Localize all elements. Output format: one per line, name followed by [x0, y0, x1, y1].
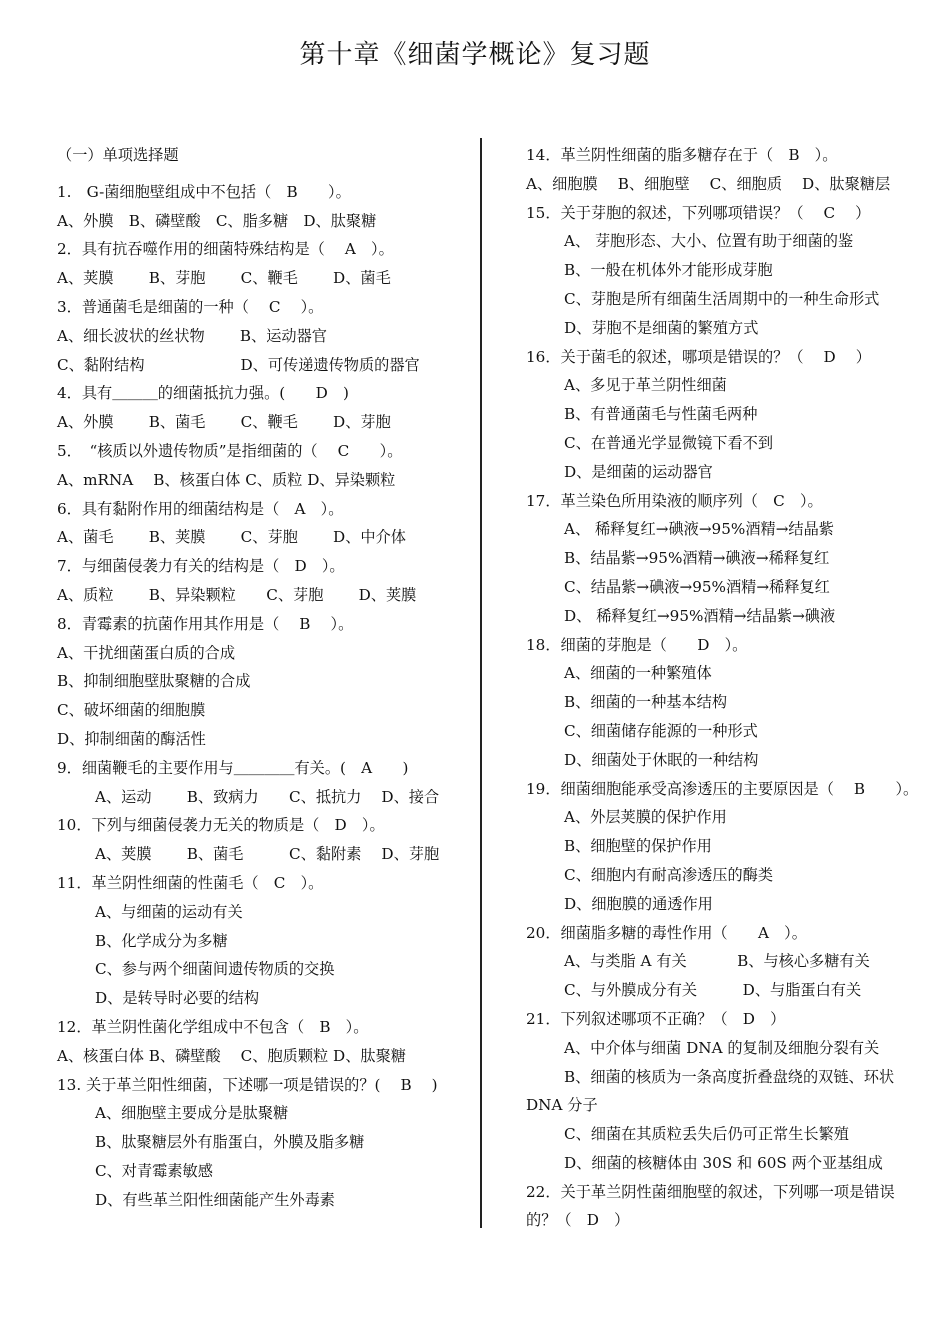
- text-line: B、化学成分为多糖: [95, 931, 228, 950]
- text-line: A、质粒 B、异染颗粒 C、芽胞 D、荚膜: [57, 585, 417, 604]
- text-line: A、 稀释复红→碘液→95%酒精→结晶紫: [564, 520, 834, 539]
- text-line: A、多见于革兰阴性细菌: [564, 376, 727, 395]
- text-line: 20．细菌脂多糖的毒性作用（ A ）。: [526, 923, 807, 942]
- text-line: A、细长波状的丝状物 B、运动器官: [57, 326, 327, 345]
- text-line: A、外层荚膜的保护作用: [564, 808, 727, 827]
- text-line: C、结晶紫→碘液→95%酒精→稀释复红: [564, 577, 830, 596]
- text-line: C、细胞内有耐高渗透压的酶类: [564, 865, 774, 884]
- text-line: A、细胞壁主要成分是肽聚糖: [95, 1104, 289, 1123]
- text-line: D、 稀释复红→95%酒精→结晶紫→碘液: [564, 606, 836, 625]
- text-line: C、破坏细菌的细胞膜: [57, 701, 206, 720]
- text-line: C、在普通光学显微镜下看不到: [564, 433, 774, 452]
- text-line: B、肽聚糖层外有脂蛋白，外膜及脂多糖: [95, 1133, 365, 1152]
- text-line: A、细菌的一种繁殖体: [564, 664, 712, 683]
- text-line: C、对青霉素敏感: [95, 1161, 213, 1180]
- text-line: 11．革兰阴性细菌的性菌毛（ C ）。: [57, 873, 324, 892]
- text-line: 7．与细菌侵袭力有关的结构是（ D ）。: [57, 557, 345, 576]
- text-line: A、干扰细菌蛋白质的合成: [57, 643, 236, 662]
- text-line: A、 芽胞形态、大小、位置有助于细菌的鉴: [564, 232, 854, 251]
- text-line: 17．革兰染色所用染液的顺序列（ C ）。: [526, 491, 823, 510]
- text-line: C、芽胞是所有细菌生活周期中的一种生命形式: [564, 289, 880, 308]
- text-line: 14．革兰阴性细菌的脂多糖存在于（ B ）。: [526, 146, 838, 164]
- text-line: B、有普通菌毛与性菌毛两种: [564, 405, 758, 424]
- text-line: A、细胞膜 B、细胞壁 C、细胞质 D、肽聚糖层: [526, 174, 891, 193]
- text-line: 10．下列与细菌侵袭力无关的物质是（ D ）。: [57, 816, 385, 835]
- text-line: A、与类脂 A 有关 B、与核心多糖有关: [564, 952, 870, 971]
- text-line: 1. G-菌细胞壁组成中不包括（ B ）。: [57, 182, 351, 201]
- text-line: （一）单项选择题: [57, 146, 179, 164]
- text-line: D、细胞膜的通透作用: [564, 894, 713, 913]
- text-line: C、与外膜成分有关 D、与脂蛋白有关: [564, 981, 862, 1000]
- text-line: 22．关于革兰阴性菌细胞壁的叙述，下列哪一项是错误: [526, 1182, 895, 1201]
- spacer: [57, 170, 473, 178]
- text-line: D、芽胞不是细菌的繁殖方式: [564, 318, 759, 337]
- text-line: 15．关于芽胞的叙述，下列哪项错误？（ C ）: [526, 203, 871, 222]
- text-line: B、结晶紫→95%酒精→碘液→稀释复红: [564, 549, 830, 568]
- text-line: A、荚膜 B、菌毛 C、黏附素 D、芽胞: [95, 845, 440, 864]
- text-line: B、一般在机体外才能形成芽胞: [564, 261, 773, 280]
- text-line: A、外膜 B、磷壁酸 C、脂多糖 D、肽聚糖: [57, 211, 377, 230]
- text-line: 4．具有＿＿＿的细菌抵抗力强。( D ): [57, 384, 349, 403]
- text-line: 9．细菌鞭毛的主要作用与＿＿＿＿有关。( A ): [57, 758, 409, 777]
- text-line: 8．青霉素的抗菌作用其作用是（ B ）。: [57, 614, 354, 633]
- right-column: [526, 141, 938, 1235]
- text-line: D、细菌处于休眠的一种结构: [564, 750, 759, 769]
- text-line: 5． “核质以外遗传物质”是指细菌的（ C ）。: [57, 441, 403, 460]
- text-line: B、细菌的核质为一条高度折叠盘绕的双链、环状: [564, 1067, 895, 1086]
- document-title: 第十章《细菌学概论》复习题: [299, 40, 651, 70]
- text-line: 3．普通菌毛是细菌的一种（ C ）。: [57, 297, 324, 316]
- text-line: 的？（ D ）: [526, 1211, 630, 1230]
- text-line: B、抑制细胞壁肽聚糖的合成: [57, 672, 251, 691]
- text-line: 6．具有黏附作用的细菌结构是（ A ）。: [57, 499, 344, 518]
- text-line: D、细菌的核糖体由 30S 和 60S 两个亚基组成: [564, 1153, 883, 1172]
- text-line: D、是细菌的运动器官: [564, 462, 713, 481]
- text-line: A、菌毛 B、荚膜 C、芽胞 D、中介体: [57, 528, 406, 547]
- text-line: 16．关于菌毛的叙述，哪项是错误的？（ D ）: [526, 347, 871, 366]
- text-line: C、参与两个细菌间遗传物质的交换: [95, 960, 335, 979]
- text-line: 12．革兰阴性菌化学组成中不包含（ B ）。: [57, 1017, 369, 1036]
- text-line: A、中介体与细菌 DNA 的复制及细胞分裂有关: [564, 1038, 880, 1057]
- text-line: C、黏附结构 D、可传递遗传物质的器官: [57, 355, 420, 374]
- left-column: [57, 141, 473, 1214]
- text-line: A、mRNA B、核蛋白体 C、质粒 D、异染颗粒: [57, 470, 396, 489]
- text-line: C、细菌储存能源的一种形式: [564, 721, 758, 740]
- text-line: D、抑制细菌的酶活性: [57, 729, 206, 748]
- text-line: A、核蛋白体 B、磷壁酸 C、胞质颗粒 D、肽聚糖: [57, 1046, 406, 1065]
- column-divider: [480, 138, 482, 1228]
- text-line: A、外膜 B、菌毛 C、鞭毛 D、芽胞: [57, 413, 391, 432]
- text-line: 2．具有抗吞噬作用的细菌特殊结构是（ A ）。: [57, 240, 394, 259]
- text-line: A、运动 B、致病力 C、抵抗力 D、接合: [95, 787, 440, 806]
- text-line: C、细菌在其质粒丢失后仍可正常生长繁殖: [564, 1125, 849, 1144]
- text-line: 21．下列叙述哪项不正确？（ D ）: [526, 1009, 786, 1028]
- text-line: 19．细菌细胞能承受高渗透压的主要原因是（ B ）。: [526, 779, 919, 798]
- text-line: 13. 关于革兰阳性细菌，下述哪一项是错误的？( B ): [57, 1075, 438, 1094]
- text-line: DNA 分子: [526, 1096, 598, 1115]
- text-line: A、与细菌的运动有关: [95, 902, 243, 921]
- text-line: A、荚膜 B、芽胞 C、鞭毛 D、菌毛: [57, 269, 391, 288]
- text-line: B、细菌的一种基本结构: [564, 693, 728, 712]
- text-line: B、细胞壁的保护作用: [564, 837, 712, 856]
- text-line: D、有些革兰阳性细菌能产生外毒素: [95, 1190, 335, 1209]
- text-line: 18．细菌的芽胞是（ D ）。: [526, 635, 748, 654]
- text-line: D、是转导时必要的结构: [95, 989, 260, 1008]
